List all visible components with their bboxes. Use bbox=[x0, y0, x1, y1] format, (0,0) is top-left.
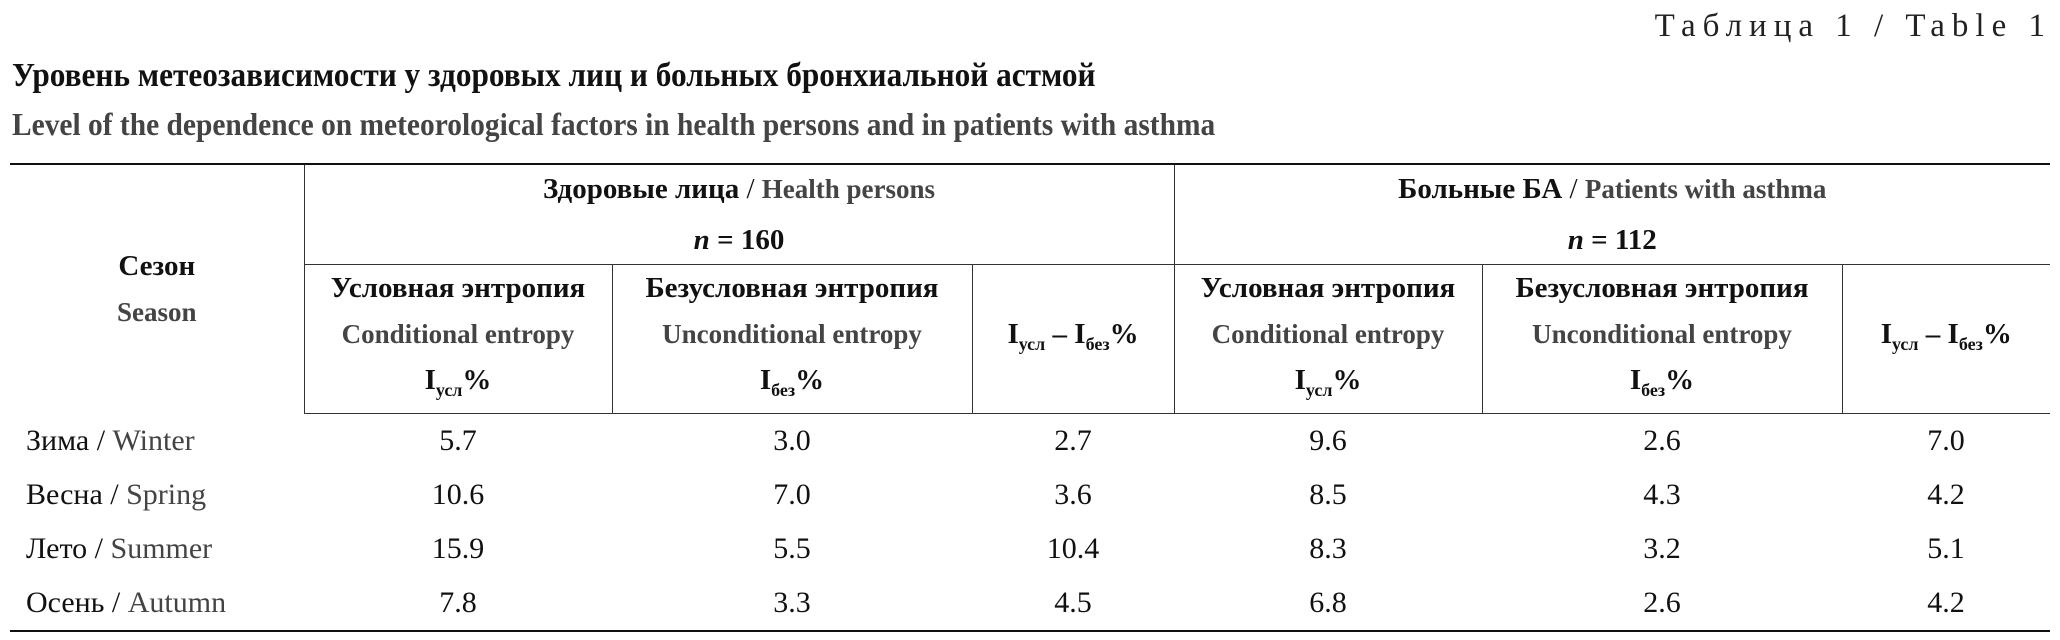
value-cell: 6.8 bbox=[1309, 585, 1347, 619]
column-header-ru: Условная энтропия bbox=[330, 272, 586, 304]
table-number-label: Таблица 1 / Table 1 bbox=[1654, 8, 2052, 44]
column-header-ru: Безусловная энтропия bbox=[1515, 272, 1809, 304]
value-cell: 3.0 bbox=[773, 423, 811, 457]
group-header-healthy bbox=[304, 164, 1174, 265]
column-header-unconditional-entropy bbox=[1482, 265, 1842, 414]
value-cell: 15.9 bbox=[431, 531, 485, 565]
column-header-en: Unconditional entropy bbox=[662, 319, 922, 349]
table-title-ru: Уровень метеозависимости у здоровых лиц и больных бронхиальной астмой bbox=[12, 57, 1096, 94]
data-table bbox=[10, 163, 2050, 632]
table-row bbox=[10, 522, 2050, 576]
group-n-value: = 160 bbox=[717, 224, 785, 256]
column-header-symbol: $I_{без}\%$ bbox=[1629, 364, 1695, 400]
column-header-symbol: $I_{усл} - I_{без}\%$ bbox=[1007, 318, 1139, 354]
column-header-ru: Условная энтропия bbox=[1200, 272, 1456, 304]
column-header-ru: Безусловная энтропия bbox=[645, 272, 939, 304]
value-cell: 2.6 bbox=[1643, 423, 1681, 457]
group-name-ru: Больные БА bbox=[1398, 173, 1563, 205]
column-header-en: Conditional entropy bbox=[1211, 319, 1445, 349]
group-name-ru: Здоровые лица bbox=[542, 173, 740, 205]
value-cell: 7.8 bbox=[439, 585, 477, 619]
value-cell: 3.3 bbox=[773, 585, 811, 619]
value-cell: 7.0 bbox=[773, 477, 811, 511]
value-cell: 10.6 bbox=[431, 477, 485, 511]
value-cell: 3.6 bbox=[1054, 477, 1092, 511]
value-cell: 2.7 bbox=[1054, 423, 1092, 457]
season-cell: Зима / Winter bbox=[26, 423, 195, 457]
value-cell: 5.1 bbox=[1927, 531, 1965, 565]
value-cell: 8.3 bbox=[1309, 531, 1347, 565]
group-name-en: Health persons bbox=[761, 174, 936, 204]
column-header-conditional-entropy bbox=[304, 265, 612, 414]
table-row bbox=[10, 413, 2050, 468]
column-header-symbol: $I_{без}\%$ bbox=[759, 364, 825, 400]
value-cell: 4.3 bbox=[1643, 477, 1681, 511]
value-cell: 5.7 bbox=[439, 423, 477, 457]
value-cell: 5.5 bbox=[773, 531, 811, 565]
separator: / bbox=[1562, 173, 1585, 205]
value-cell: 2.6 bbox=[1643, 585, 1681, 619]
separator: / bbox=[739, 173, 762, 205]
season-header-en: Season bbox=[116, 297, 197, 328]
season-cell: Весна / Spring bbox=[26, 477, 207, 511]
group-name-en: Patients with asthma bbox=[1584, 174, 1827, 204]
column-header-difference bbox=[1842, 265, 2050, 414]
column-header-en: Unconditional entropy bbox=[1532, 319, 1792, 349]
table-row bbox=[10, 576, 2050, 631]
value-cell: 10.4 bbox=[1046, 531, 1100, 565]
column-header-unconditional-entropy bbox=[612, 265, 972, 414]
group-header-asthma bbox=[1174, 164, 2050, 265]
season-header bbox=[10, 164, 304, 413]
table-title-en: Level of the dependence on meteorological factors in health persons and in patients with asthma bbox=[12, 106, 1216, 142]
column-header-symbol: $I_{усл} - I_{без}\%$ bbox=[1880, 318, 2012, 354]
value-cell: 4.2 bbox=[1927, 585, 1965, 619]
column-header-symbol: $I_{усл}\%$ bbox=[1294, 364, 1362, 400]
season-cell: Осень / Autumn bbox=[26, 585, 227, 619]
value-cell: 4.2 bbox=[1927, 477, 1965, 511]
group-n-label: n bbox=[1567, 224, 1584, 256]
value-cell: 7.0 bbox=[1927, 423, 1965, 457]
column-header-difference bbox=[972, 265, 1174, 414]
column-header-en: Conditional entropy bbox=[341, 319, 575, 349]
column-header-conditional-entropy bbox=[1174, 265, 1482, 414]
group-n-label: n bbox=[693, 224, 710, 256]
value-cell: 4.5 bbox=[1054, 585, 1092, 619]
column-header-symbol: $I_{усл}\%$ bbox=[424, 364, 492, 400]
value-cell: 8.5 bbox=[1309, 477, 1347, 511]
table-row bbox=[10, 468, 2050, 522]
group-n-value: = 112 bbox=[1591, 224, 1657, 256]
season-header-ru: Сезон bbox=[118, 250, 196, 283]
season-cell: Лето / Summer bbox=[26, 531, 213, 565]
value-cell: 3.2 bbox=[1643, 531, 1681, 565]
value-cell: 9.6 bbox=[1309, 423, 1347, 457]
